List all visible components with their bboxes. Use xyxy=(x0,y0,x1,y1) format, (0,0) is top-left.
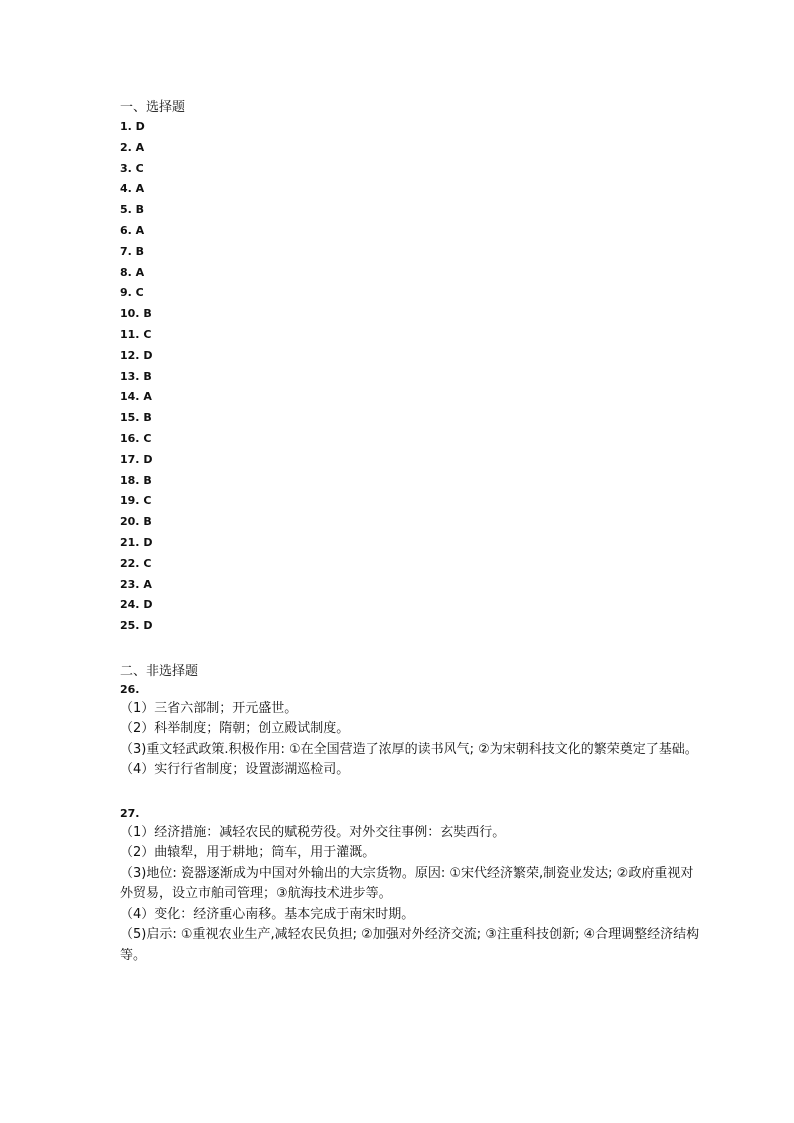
mc-answer-item: 17. D xyxy=(120,452,153,466)
mc-answer-item: 11. C xyxy=(120,327,152,341)
mc-answer-item: 14. A xyxy=(120,390,152,404)
mc-answer-item: 9. C xyxy=(120,286,144,300)
question-26 xyxy=(120,681,700,781)
mc-answer-item: 5. B xyxy=(120,203,145,217)
mc-answer-item: 13. B xyxy=(120,369,152,383)
mc-answer-item: 25. D xyxy=(120,619,153,633)
mc-answer-item: 7. B xyxy=(120,244,145,258)
mc-answer-item: 1. D xyxy=(120,120,145,133)
q26-answer-2: （2）科举制度；隋朝；创立殿试制度。 xyxy=(120,721,350,737)
mc-answer-item: 19. C xyxy=(120,494,152,508)
question-27 xyxy=(120,805,700,967)
q27-answer-1: （1）经济措施：减轻农民的赋税劳役。对外交往事例：玄奘西行。 xyxy=(120,824,506,840)
mc-answer-item: 3. C xyxy=(120,161,144,175)
mc-answer-item: 18. B xyxy=(120,473,152,487)
question-26-number: 26. xyxy=(120,682,140,696)
q26-answer-4: （4）实行行省制度；设置澎湖巡检司。 xyxy=(120,762,350,778)
mc-answer-item: 2. A xyxy=(120,140,145,154)
q27-answer-2: （2）曲辕犁，用于耕地；筒车，用于灌溉。 xyxy=(120,845,376,861)
mc-answer-item: 12. D xyxy=(120,348,153,362)
mc-answer-item: 21. D xyxy=(120,535,153,549)
q26-answer-3: （3)重文轻武政策.积极作用: ①在全国营造了浓厚的读书风气; ②为宋朝科技文化的繁荣奠定了基础。 xyxy=(120,741,698,757)
section-1-title: 一、选择题 xyxy=(120,100,186,115)
mc-answer-item: 15. B xyxy=(120,411,152,425)
q27-answer-3: （3)地位: 瓷器逐渐成为中国对外输出的大宗货物。原因: ①宋代经济繁荣,制瓷业发达; ②政府重视对外贸易，设立市舶司管理；③航海技术进步等。 xyxy=(120,865,694,902)
mc-answer-item: 6. A xyxy=(120,223,145,237)
mc-answer-item: 20. B xyxy=(120,515,152,529)
q27-answer-4: （4）变化：经济重心南移。基本完成于南宋时期。 xyxy=(120,906,415,922)
mc-answer-item: 24. D xyxy=(120,598,153,612)
answer-sheet xyxy=(120,99,700,966)
question-27-number: 27. xyxy=(120,806,140,820)
mc-answer-item: 8. A xyxy=(120,265,145,279)
section-2-title: 二、非选择题 xyxy=(120,663,199,679)
q27-answer-5: （5)启示: ①重视农业生产,减轻农民负担; ②加强对外经济交流; ③注重科技创新; ④合理调整经济结构等。 xyxy=(120,927,700,963)
mc-answer-item: 4. A xyxy=(120,182,145,196)
mc-answer-item: 16. C xyxy=(120,431,152,445)
mc-answer-item: 22. C xyxy=(120,556,152,570)
multiple-choice-answers xyxy=(120,117,700,637)
mc-answer-item: 23. A xyxy=(120,577,152,591)
q26-answer-1: （1）三省六部制；开元盛世。 xyxy=(120,700,298,716)
mc-answer-item: 10. B xyxy=(120,307,152,321)
